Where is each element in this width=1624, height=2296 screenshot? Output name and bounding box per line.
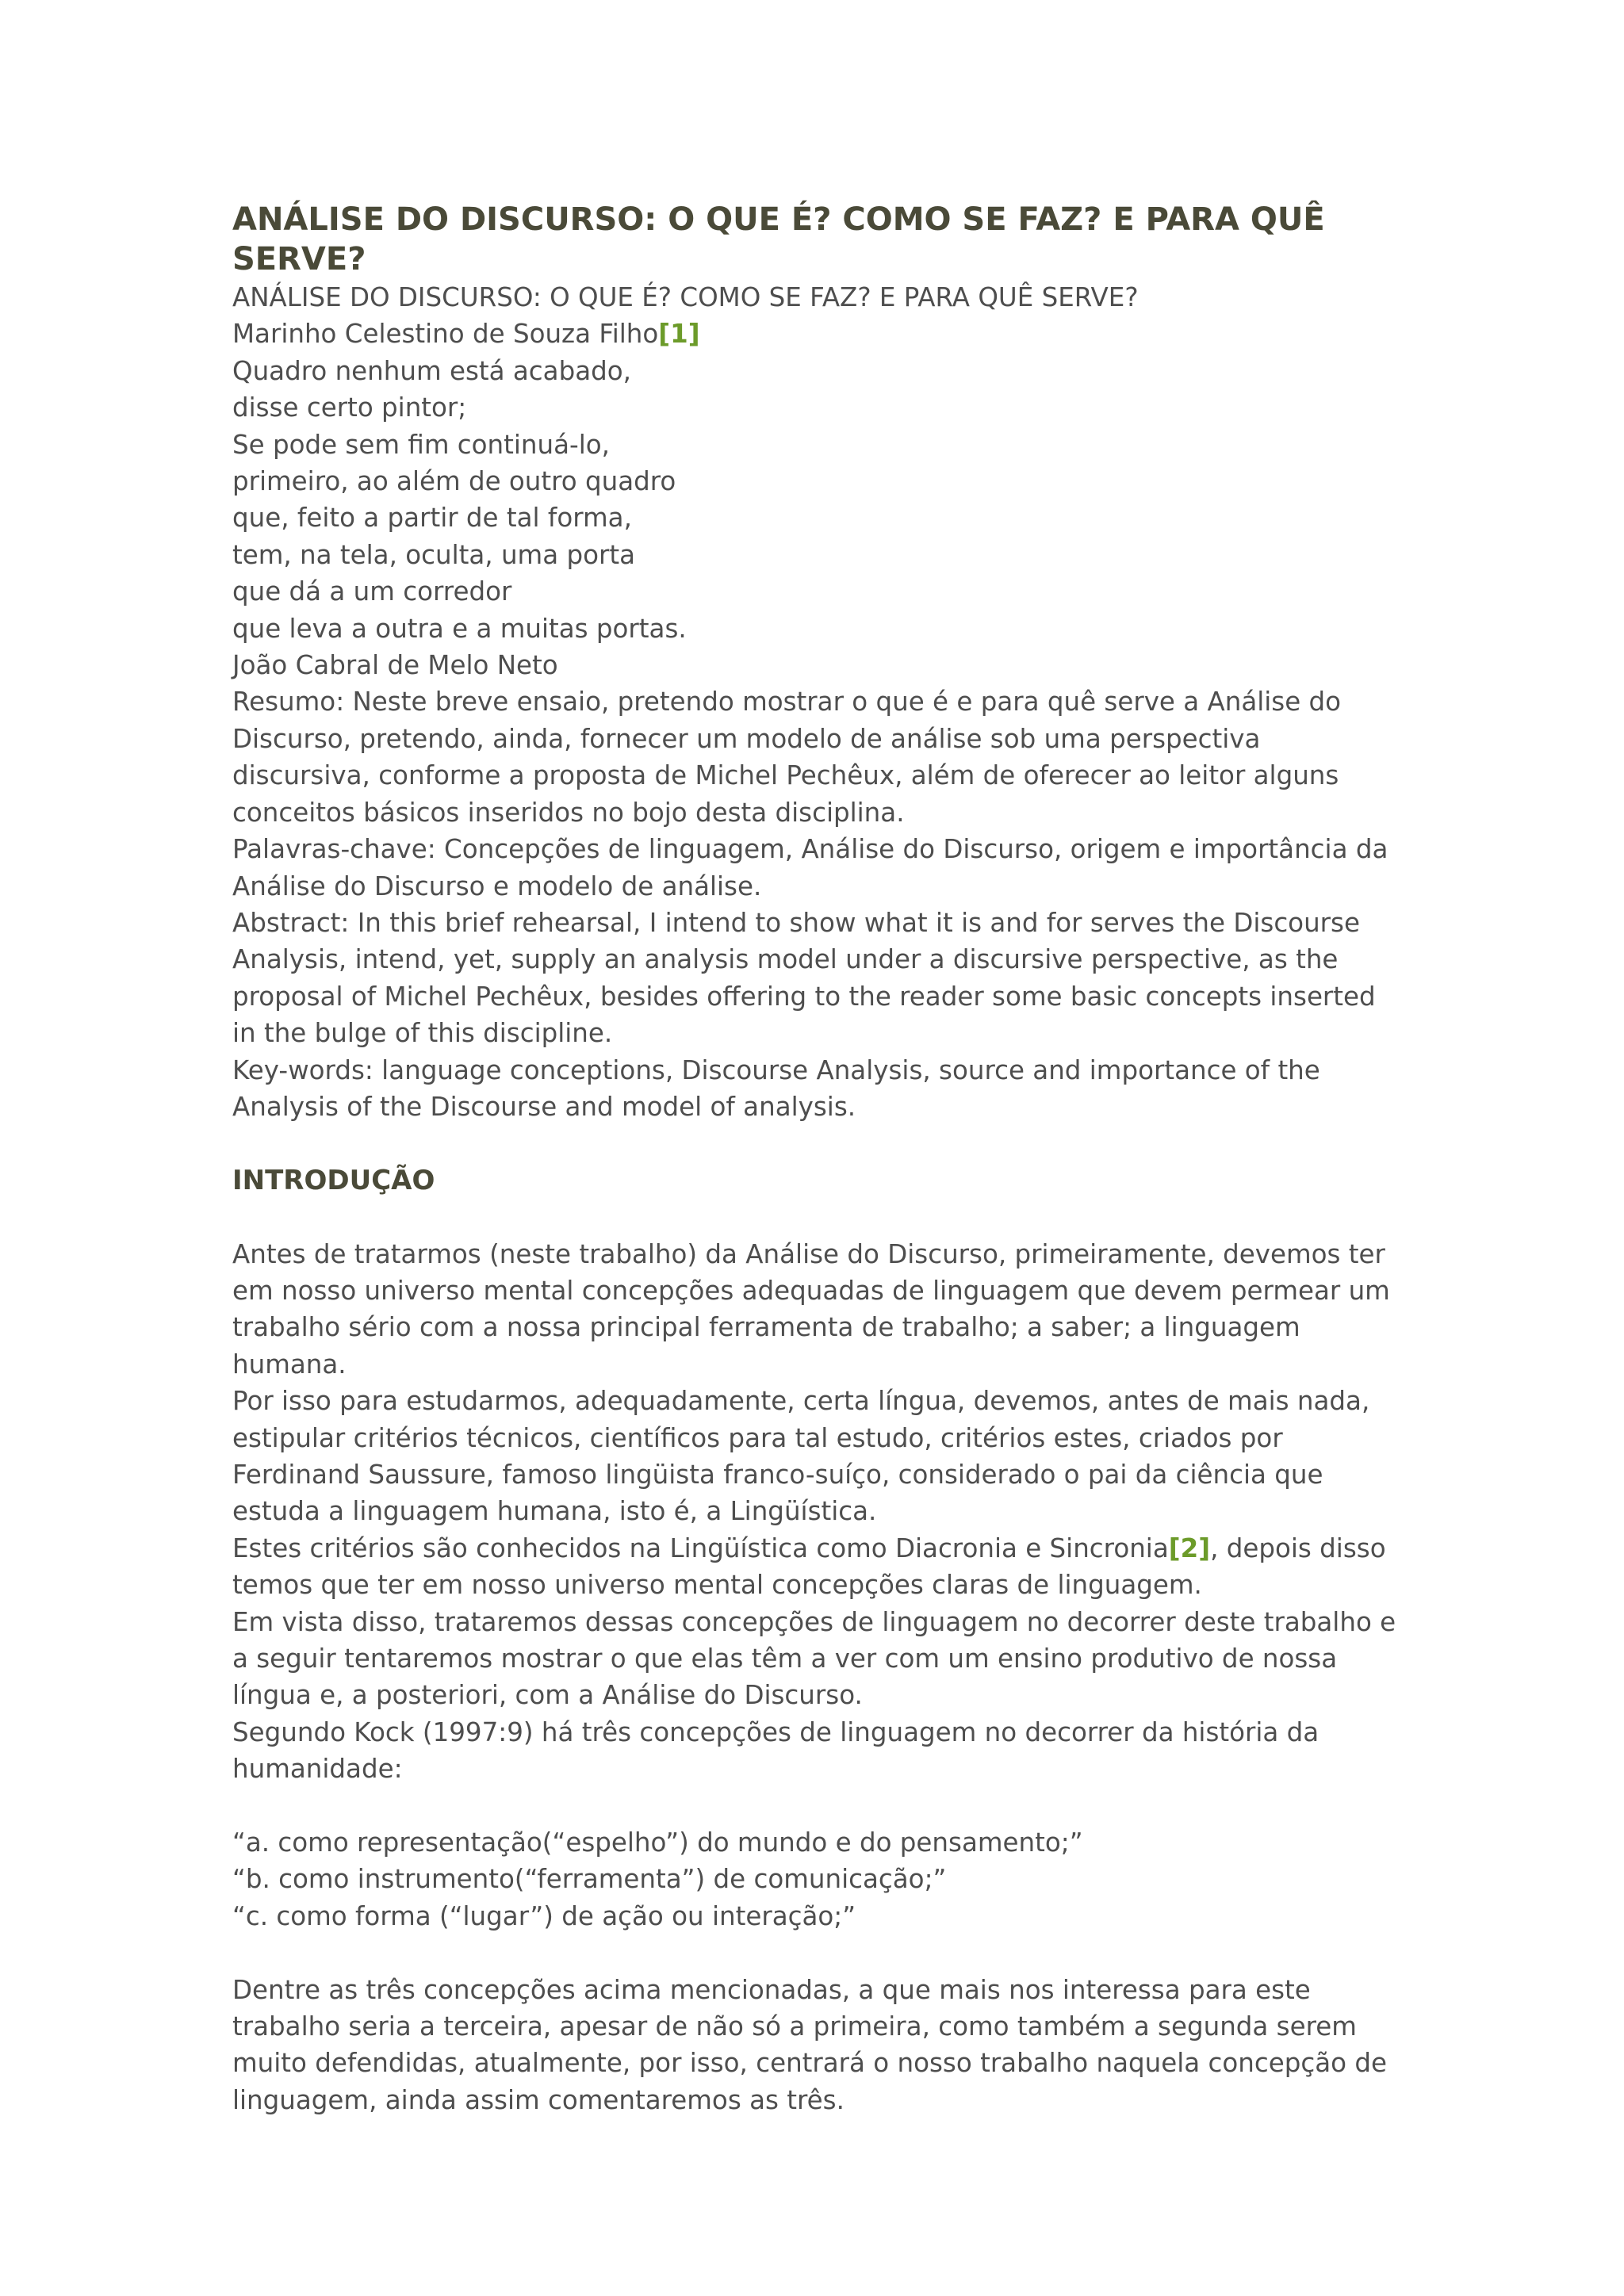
conception-item: “a. como representação(“espelho”) do mundo e do pensamento;” [232,1827,1083,1858]
poem-line: Se pode sem fim continuá-lo, [232,429,611,460]
poem-line: tem, na tela, oculta, uma porta [232,539,635,570]
intro-paragraph: Antes de tratarmos (neste trabalho) da Análise do Discurso, primeiramente, devemos ter em nosso universo mental concepções adequadas de linguagem que devem permear um trabalho sério com a nossa principal ferramenta de trabalho; a saber; a linguagem humana. [232,1238,1390,1380]
spacer [232,1199,1406,1235]
poem-line: que dá a um corredor [232,576,512,607]
poem-line: que, feito a partir de tal forma, [232,503,632,534]
keywords-paragraph: Key-words: language conceptions, Discourse Analysis, source and importance of the Analysis of the Discourse and model of analysis. [232,1054,1320,1122]
spacer [232,1934,1406,1971]
conception-item: “b. como instrumento(“ferramenta”) de comunicação;” [232,1864,947,1895]
poem-line: primeiro, ao além de outro quadro [232,466,676,497]
footnote-link-2[interactable]: [2] [1168,1533,1211,1563]
footnote-link-1[interactable]: [1] [658,319,700,350]
poem-line: que leva a outra e a muitas portas. [232,613,687,644]
article-title: ANÁLISE DO DISCURSO: O QUE É? COMO SE FAZ? E PARA QUÊ SERVE? [232,201,1325,277]
intro-paragraph: Dentre as três concepções acima mencionadas, a que mais nos interessa para este trabalho seria a terceira, apesar de não só a primeira, como também a segunda serem muito defendidas, atualmente, por isso, centrará o nosso trabalho naquela concepção de linguagem, ainda assim comentaremos as três. [232,1974,1387,2115]
author-name: Marinho Celestino de Souza Filho [232,319,659,350]
poem-line: disse certo pintor; [232,392,467,423]
article-subtitle: ANÁLISE DO DISCURSO: O QUE É? COMO SE FAZ? E PARA QUÊ SERVE? [232,282,1139,312]
poem-author: João Cabral de Melo Neto [232,650,558,681]
spacer [232,1125,1406,1161]
spacer [232,1788,1406,1824]
conception-item: “c. como forma (“lugar”) de ação ou interação;” [232,1900,856,1931]
resumo-paragraph: Resumo: Neste breve ensaio, pretendo mostrar o que é e para quê serve a Análise do Discurso, pretendo, ainda, fornecer um modelo de análise sob uma perspectiva discursiva, conforme a proposta de Michel Pechêux, além de oferecer ao leitor alguns conceitos básicos inseridos no bojo desta disciplina. [232,687,1342,828]
abstract-paragraph: Abstract: In this brief rehearsal, I intend to show what it is and for serves the Discourse Analysis, intend, yet, supply an analysis model under a discursive perspective, as the proposal of Michel Pechêux, besides offering to the reader some basic concepts inserted in the bulge of this discipline. [232,907,1376,1049]
author-line [232,316,1406,352]
intro-paragraph: Segundo Kock (1997:9) há três concepções de linguagem no decorrer da história da humanidade: [232,1716,1320,1785]
intro-paragraph [232,1530,1406,1604]
document-page [232,200,1406,2118]
intro-text: , depois disso temos que ter em nosso universo mental concepções claras de linguagem. [232,1533,1386,1601]
intro-paragraph: Em vista disso, trataremos dessas concepções de linguagem no decorrer deste trabalho e a seguir tentaremos mostrar o que elas têm a ver com um ensino produtivo de nossa língua e, a posteriori, com a Análise do Discurso. [232,1606,1396,1711]
intro-text: Estes critérios são conhecidos na Lingüística como Diacronia e Sincronia [232,1533,1169,1563]
palavras-chave-paragraph: Palavras-chave: Concepções de linguagem, Análise do Discurso, origem e importância da Análise do Discurso e modelo de análise. [232,834,1388,901]
section-heading-introducao: INTRODUÇÃO [232,1164,435,1196]
intro-paragraph: Por isso para estudarmos, adequadamente, certa língua, devemos, antes de mais nada, estipular critérios técnicos, científicos para tal estudo, critérios estes, criados por Ferdinand Saussure, famoso lingüista franco-suíço, considerado o pai da ciência que estuda a linguagem humana, isto é, a Lingüística. [232,1386,1370,1527]
poem-line: Quadro nenhum está acabado, [232,355,631,386]
